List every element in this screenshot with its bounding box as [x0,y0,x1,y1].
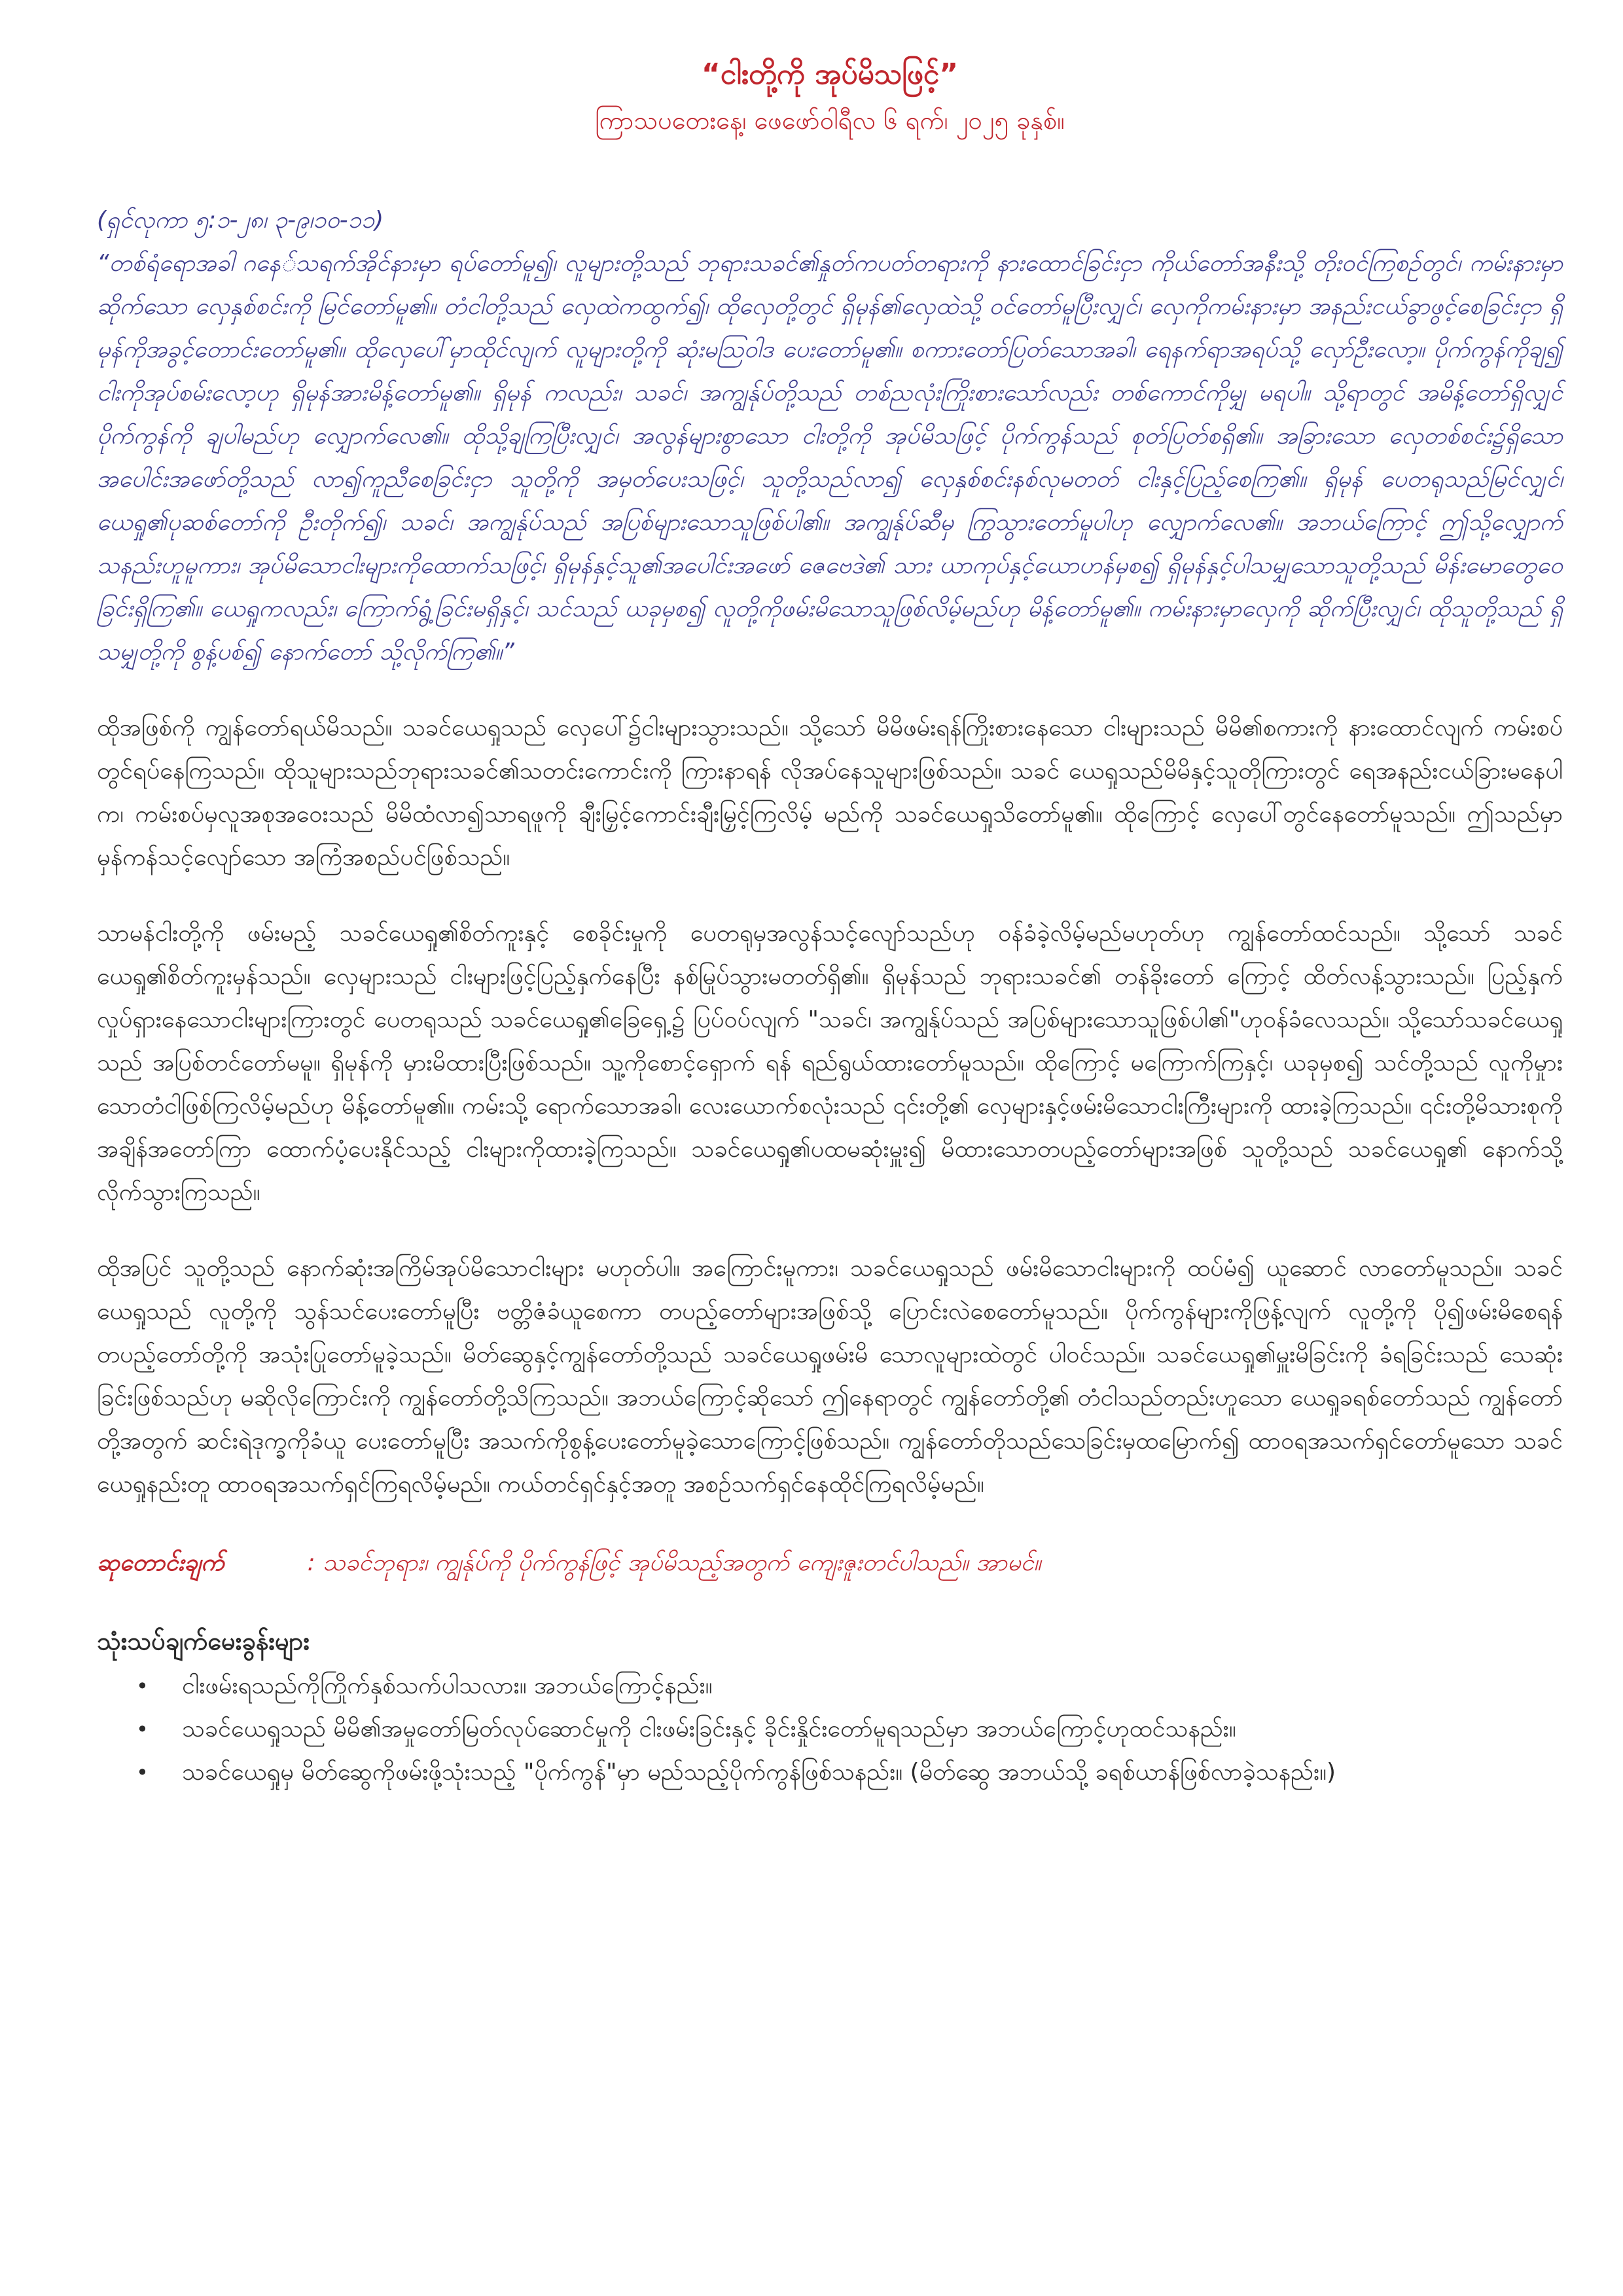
question-text: သခင်ယေရှုသည် မိမိ၏အမှုတော်မြတ်လုပ်ဆောင်မှုကို ငါးဖမ်းခြင်းနှင့် ခိုင်းနှိုင်းတော်မူရသည်မှာ အဘယ်ကြောင့်ဟုထင်သနည်း။ [182,1716,1236,1742]
body-paragraph-1: ထိုအဖြစ်ကို ကျွန်တော်ရယ်မိသည်။ သခင်ယေရှုသည် လှေပေါ်၌ငါးများသွားသည်။ သို့သော် မိမိဖမ်းရန်ကြိုးစားနေသော ငါးများသည် မိမိ၏စကားကို နားထောင်လျက် ကမ်းစပ်တွင်ရပ်နေကြသည်။ ထိုသူများသည်ဘုရားသခင်၏သတင်းကောင်းကို ကြားနာရန် လိုအပ်နေသူများဖြစ်သည်။ သခင် ယေရှုသည်မိမိနှင့်သူတိုကြားတွင် ရေအနည်းငယ်ခြားမနေပါက၊ ကမ်းစပ်မှလူအစုအဝေးသည် မိမိထံလာ၍သာရဖူကို ချီးမြှင့်ကောင်းချီးမြှင့်ကြလိမ့် မည်ကို သခင်ယေရှုသိတော်မူ၏။ ထိုကြောင့် လှေပေါ်တွင်နေတော်မူသည်။ ဤသည်မှာ မှန်ကန်သင့်လျော်သော အကြံအစည်ပင်ဖြစ်သည်။ [97,715,1563,871]
bullet-icon: • [136,1717,149,1742]
prayer-label: ဆုတောင်းချက် [97,1549,224,1576]
body-paragraph-2: သာမန်ငါးတို့ကို ဖမ်းမည့် သခင်ယေရှု၏စိတ်ကူးနှင့် စေခိုင်းမှုကို ပေတရုမှအလွန်သင့်လျော်သည်ဟု ဝန်ခံခဲ့လိမ့်မည်မဟုတ်ဟု ကျွန်တော်ထင်သည်။ သို့သော် သခင်ယေရှု၏စိတ်ကူးမှန်သည်။ လှေများသည် ငါးများဖြင့်ပြည့်နှက်နေပြီး နစ်မြုပ်သွားမတတ်ရှိ၏။ ရှိမုန်သည် ဘုရားသခင်၏ တန်ခိုးတော် ကြောင့် ထိတ်လန့်သွားသည်။ ပြည့်နှက်လှုပ်ရှားနေသောငါးများကြားတွင် ပေတရုသည် သခင်ယေရှု၏ခြေရှေ့၌ ပြပ်ဝပ်လျက် "သခင်၊ အကျွန်ုပ်သည် အပြစ်များသောသူဖြစ်ပါ၏"ဟုဝန်ခံလေသည်။ သို့သော်သခင်ယေရှုသည် အပြစ်တင်တော်မမူ။ ရှိမုန်ကို မှားမိထားပြီးဖြစ်သည်။ သူ့ကိုစောင့်ရှောက် ရန် ရည်ရွယ်ထားတော်မူသည်။ ထိုကြောင့် မကြောက်ကြနှင့်၊ ယခုမှစ၍ သင်တို့သည် လူကိုမှုားသောတံငါဖြစ်ကြလိမ့်မည်ဟု မိန့်တော်မူ၏။ ကမ်းသို့ ရောက်သောအခါ၊ လေးယောက်စလုံးသည် ၎င်းတို့၏ လှေများနှင့်ဖမ်းမိသောငါးကြီးများကို ထားခဲ့ကြသည်။ ၎င်းတို့မိသားစုကို အချိန်အတော်ကြာ ထောက်ပံ့ပေးနိုင်သည့် ငါးများကိုထားခဲ့ကြသည်။ သခင်ယေရှု၏ပထမဆုံးမှူး၍ မိထားသောတပည့်တော်များအဖြစ် သူတို့သည် သခင်ယေရှု၏ နောက်သို့ လိုက်သွားကြသည်။ [97,920,1563,1206]
questions-heading: သုံးသပ်ချက်မေးခွန်းများ [97,1627,310,1655]
body-paragraph-3: ထိုအပြင် သူတို့သည် နောက်ဆုံးအကြိမ်အုပ်မိသောငါးများ မဟုတ်ပါ။ အကြောင်းမူကား၊ သခင်ယေရှုသည် ဖမ်းမိသောငါးများကို ထပ်မံ၍ ယူဆောင် လာတော်မူသည်။ သခင်ယေရှုသည် လူတို့ကို သွန်သင်ပေးတော်မူပြီး ဗတ္တိဇံခံယူစေကာ တပည့်တော်များအဖြစ်သို့ ပြောင်းလဲစေတော်မူသည်။ ပိုက်ကွန်များကိုဖြန့်လျက် လူတို့ကို ပို၍ဖမ်းမိစေရန် တပည့်တော်တို့ကို အသုံးပြုတော်မူခဲ့သည်။ မိတ်ဆွေနှင့်ကျွန်တော်တို့သည် သခင်ယေရှုဖမ်းမိ သောလူများထဲတွင် ပါဝင်သည်။ သခင်ယေရှု၏မှူးမိခြင်းကို ခံရခြင်းသည် သေဆုံးခြင်းဖြစ်သည်ဟု မဆိုလိုကြောင်းကို ကျွန်တော်တို့သိကြသည်။ အဘယ်ကြောင့်ဆိုသော် ဤနေရာတွင် ကျွန်တော်တို့၏ တံငါသည်တည်းဟူသော ယေရှုခရစ်တော်သည် ကျွန်တော်တို့အတွက် ဆင်းရဲဒုက္ခကိုခံယူ ပေးတော်မူပြီး အသက်ကိုစွန့်ပေးတော်မူခဲ့သောကြောင့်ဖြစ်သည်။ ကျွန်တော်တိုသည်သေခြင်းမှထမြောက်၍ ထာဝရအသက်ရှင်တော်မူသော သခင် ယေရှုနည်းတူ ထာဝရအသက်ရှင်ကြရလိမ့်မည်။ ကယ်တင်ရှင်နှင့်အတူ အစဉ်သက်ရှင်နေထိုင်ကြရလိမ့်မည်။ [97,1255,1563,1498]
prayer-section [97,1542,1563,1585]
prayer-text: : သခင်ဘုရား၊ ကျွန်ုပ်ကို ပိုက်ကွန်ဖြင့် အုပ်မိသည့်အတွက် ကျေးဇူးတင်ပါသည်။ အာမင်။ [307,1549,1041,1576]
list-item [136,1751,1563,1794]
bullet-icon: • [136,1760,149,1785]
scripture-text: “တစ်ရံရောအခါ ဂနေ်သရက်အိုင်နားမှာ ရပ်တော်မူ၍၊ လူများတို့သည် ဘုရားသခင်၏နှုတ်ကပတ်တရားကို နားထောင်ခြင်းငှာ ကိုယ်တော်အနီးသို့ တိုးဝင်ကြစဉ်တွင်၊ ကမ်းနားမှာဆိုက်သော လှေနှစ်စင်းကို မြင်တော်မူ၏။ တံငါတို့သည် လှေထဲကထွက်၍၊ ထိုလှေတို့တွင် ရှိမုန်၏လှေထဲသို့ ဝင်တော်မူပြီးလျှင်၊ လှေကိုကမ်းနားမှာ အနည်းငယ်ခွာဖွင့်စေခြင်းငှာ ရှိမုန်ကိုအခွင့်တောင်းတော်မူ၏။ ထိုလှေပေါ်မှာထိုင်လျက် လူများတို့ကို ဆုံးမဩဝါဒ ပေးတော်မူ၏။ စကားတော်ပြတ်သောအခါ၊ ရေနက်ရာအရပ်သို့ လှော်ဦးလော့။ ပိုက်ကွန်ကိုချ၍ ငါးကိုအုပ်စမ်းလော့ဟု ရှိမုန်အားမိန့်တော်မူ၏။ ရှိမုန် ကလည်း၊ သခင်၊ အကျွန်ုပ်တို့သည် တစ်ညလုံးကြိုးစားသော်လည်း တစ်ကောင်ကိုမျှ မရပါ။ သို့ရာတွင် အမိန့်တော်ရှိလျှင် ပိုက်ကွန်ကို ချပါမည်ဟု လျှောက်လေ၏။ ထိုသို့ချကြပြီးလျှင်၊ အလွန်များစွာသော ငါးတို့ကို အုပ်မိသဖြင့် ပိုက်ကွန်သည် စုတ်ပြတ်စရှိ၏။ အခြားသော လှေတစ်စင်း၌ရှိသော အပေါင်းအဖော်တို့သည် လာ၍ကူညီစေခြင်းငှာ သူတို့ကို အမှတ်ပေးသဖြင့်၊ သူတို့သည်လာ၍ လှေနှစ်စင်းနစ်လုမတတ် ငါးနှင့်ပြည့်စေကြ၏။ ရှိမုန် ပေတရုသည်မြင်လျှင်၊ ယေရှု၏ပုဆစ်တော်ကို ဦးတိုက်၍၊ သခင်၊ အကျွန်ုပ်သည် အပြစ်များသောသူဖြစ်ပါ၏။ အကျွန်ုပ်ဆီမှ ကြွသွားတော်မူပါဟု လျှောက်လေ၏။ အဘယ်ကြောင့် ဤသို့လျှောက်သနည်းဟူမူကား၊ အုပ်မိသောငါးများကိုထောက်သဖြင့်၊ ရှိမုန်နှင့်သူ၏အပေါင်းအဖော် ဇေဗေဒဲ၏ သား ယာကုပ်နှင့်ယောဟန်မှစ၍ ရှိမုန်နှင့်ပါသမျှသောသူတို့သည် မိန်းမောတွေဝေခြင်းရှိကြ၏။ ယေရှုကလည်း၊ ကြောက်ရွံ့ခြင်းမရှိနှင့်၊ သင်သည် ယခုမှစ၍ လူတို့ကိုဖမ်းမိသောသူဖြစ်လိမ့်မည်ဟု မိန့်တော်မူ၏။ ကမ်းနားမှာလှေကို ဆိုက်ပြီးလျှင်၊ ထိုသူတို့သည် ရှိသမျှတို့ကို စွန့်ပစ်၍ နောက်တော် သို့လိုက်ကြ၏။” [97,250,1563,665]
scripture-passage [97,199,1563,674]
devotional-page [97,51,1563,1794]
scripture-reference: (ရှင်လုကာ ၅:၁-၂၈၊ ၃-၉၊၁၀-၁၁) [97,207,384,234]
page-date: ကြာသပတေးနေ့၊ ဖေဖော်ဝါရီလ ၆ ရက်၊ ၂၀၂၅ ခုနှစ်။ [595,106,1065,135]
list-item [136,1708,1563,1751]
list-item [136,1665,1563,1708]
questions-list [97,1665,1563,1794]
question-text: သခင်ယေရှုမှ မိတ်ဆွေကိုဖမ်းဖို့သုံးသည့် "ပိုက်ကွန်"မှာ မည်သည့်ပိုက်ကွန်ဖြစ်သနည်း။ (မိတ်ဆွေ အဘယ်သို့ ခရစ်ယာန်ဖြစ်လာခဲ့သနည်း။) [182,1759,1336,1786]
page-title: “ငါးတို့ကို အုပ်မိသဖြင့်” [701,58,959,91]
question-text: ငါးဖမ်းရသည်ကိုကြိုက်နှစ်သက်ပါသလား။ အဘယ်ကြောင့်နည်း။ [182,1672,713,1699]
bullet-icon: • [136,1674,149,1699]
